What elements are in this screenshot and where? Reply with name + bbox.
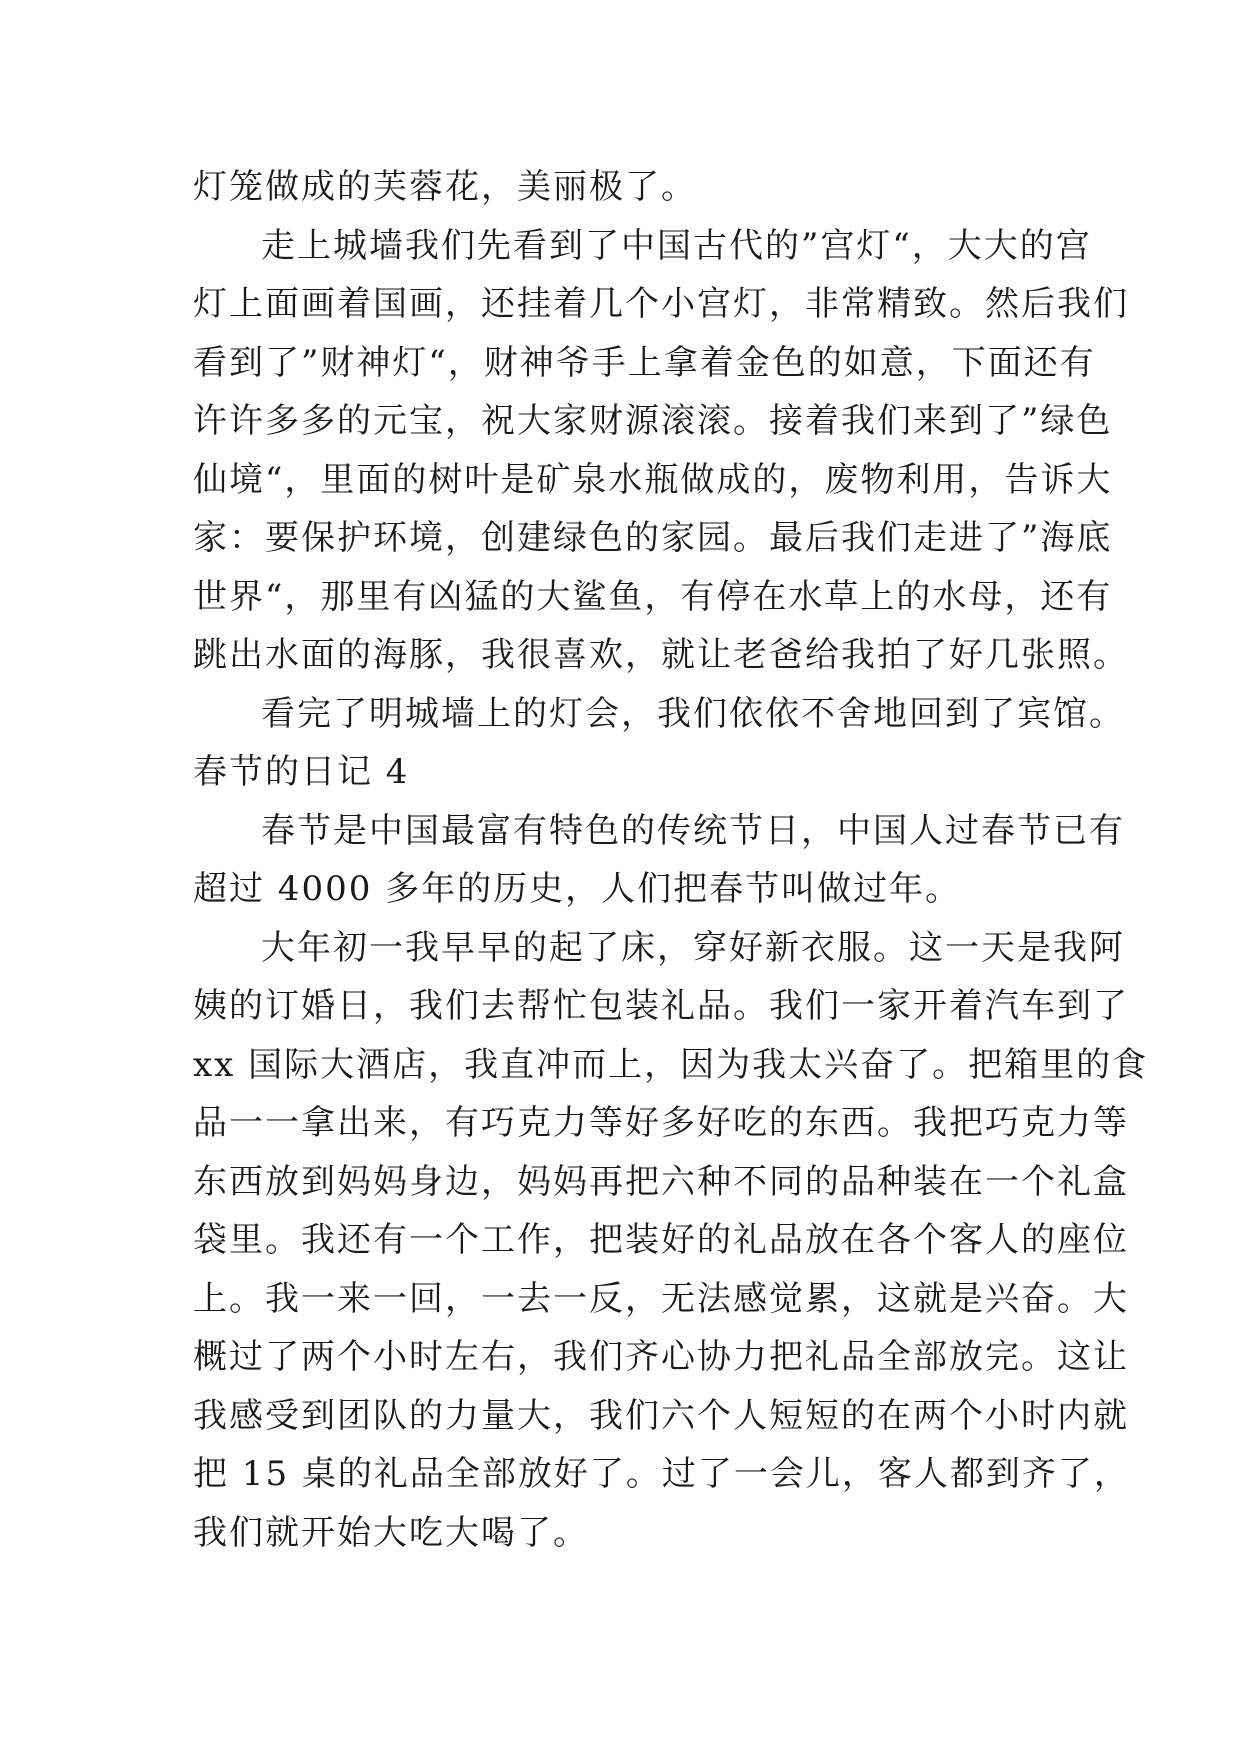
text-line: 世界“，那里有凶猛的大鲨鱼，有停在水草上的水母，还有 bbox=[193, 576, 1113, 617]
text-line: 超过 4000 多年的历史，人们把春节叫做过年。 bbox=[193, 869, 962, 909]
text-line: 家：要保护环境，创建绿色的家园。最后我们走进了”海底 bbox=[193, 518, 1113, 558]
paragraph-start-line: 大年初一我早早的起了床，穿好新衣服。这一天是我阿 bbox=[261, 927, 1125, 968]
text-line: 我们就开始大吃大喝了。 bbox=[193, 1512, 589, 1553]
text-line: 灯笼做成的芙蓉花，美丽极了。 bbox=[193, 167, 697, 207]
paragraph-start-line: 看完了明城墙上的灯会，我们依依不舍地回到了宾馆。 bbox=[261, 693, 1125, 734]
section-heading: 春节的日记 4 bbox=[193, 752, 410, 792]
text-line: 概过了两个小时左右，我们齐心协力把礼品全部放完。这让 bbox=[193, 1337, 1129, 1377]
text-line: 我感受到团队的力量大，我们六个人短短的在两个小时内就 bbox=[193, 1395, 1129, 1436]
text-line: 灯上面画着国画，还挂着几个小宫灯，非常精致。然后我们 bbox=[193, 284, 1129, 324]
paragraph-start-line: 走上城墙我们先看到了中国古代的”宫灯“，大大的宫 bbox=[261, 225, 1092, 266]
text-line: 上。我一来一回，一去一反，无法感觉累，这就是兴奋。大 bbox=[193, 1278, 1129, 1319]
text-line: 袋里。我还有一个工作，把装好的礼品放在各个客人的座位 bbox=[193, 1220, 1129, 1260]
text-line: 仙境“，里面的树叶是矿泉水瓶做成的，废物利用，告诉大 bbox=[193, 459, 1113, 500]
document-body bbox=[193, 158, 1149, 1562]
text-line: 把 15 桌的礼品全部放好了。过了一会儿，客人都到齐了， bbox=[193, 1454, 1130, 1494]
paragraph-start-line: 春节是中国最富有特色的传统节日，中国人过春节已有 bbox=[261, 810, 1125, 851]
text-line: 品一一拿出来，有巧克力等好多好吃的东西。我把巧克力等 bbox=[193, 1103, 1129, 1143]
text-line: 东西放到妈妈身边，妈妈再把六种不同的品种装在一个礼盒 bbox=[193, 1161, 1129, 1202]
text-line: 看到了”财神灯“，财神爷手上拿着金色的如意，下面还有 bbox=[193, 342, 1096, 383]
text-line: xx 国际大酒店，我直冲而上，因为我太兴奋了。把箱里的食 bbox=[193, 1044, 1149, 1085]
text-line: 跳出水面的海豚，我很喜欢，就让老爸给我拍了好几张照。 bbox=[193, 635, 1129, 675]
text-line: 姨的订婚日，我们去帮忙包装礼品。我们一家开着汽车到了 bbox=[193, 986, 1129, 1026]
text-line: 许许多多的元宝，祝大家财源滚滚。接着我们来到了”绿色 bbox=[193, 401, 1113, 441]
